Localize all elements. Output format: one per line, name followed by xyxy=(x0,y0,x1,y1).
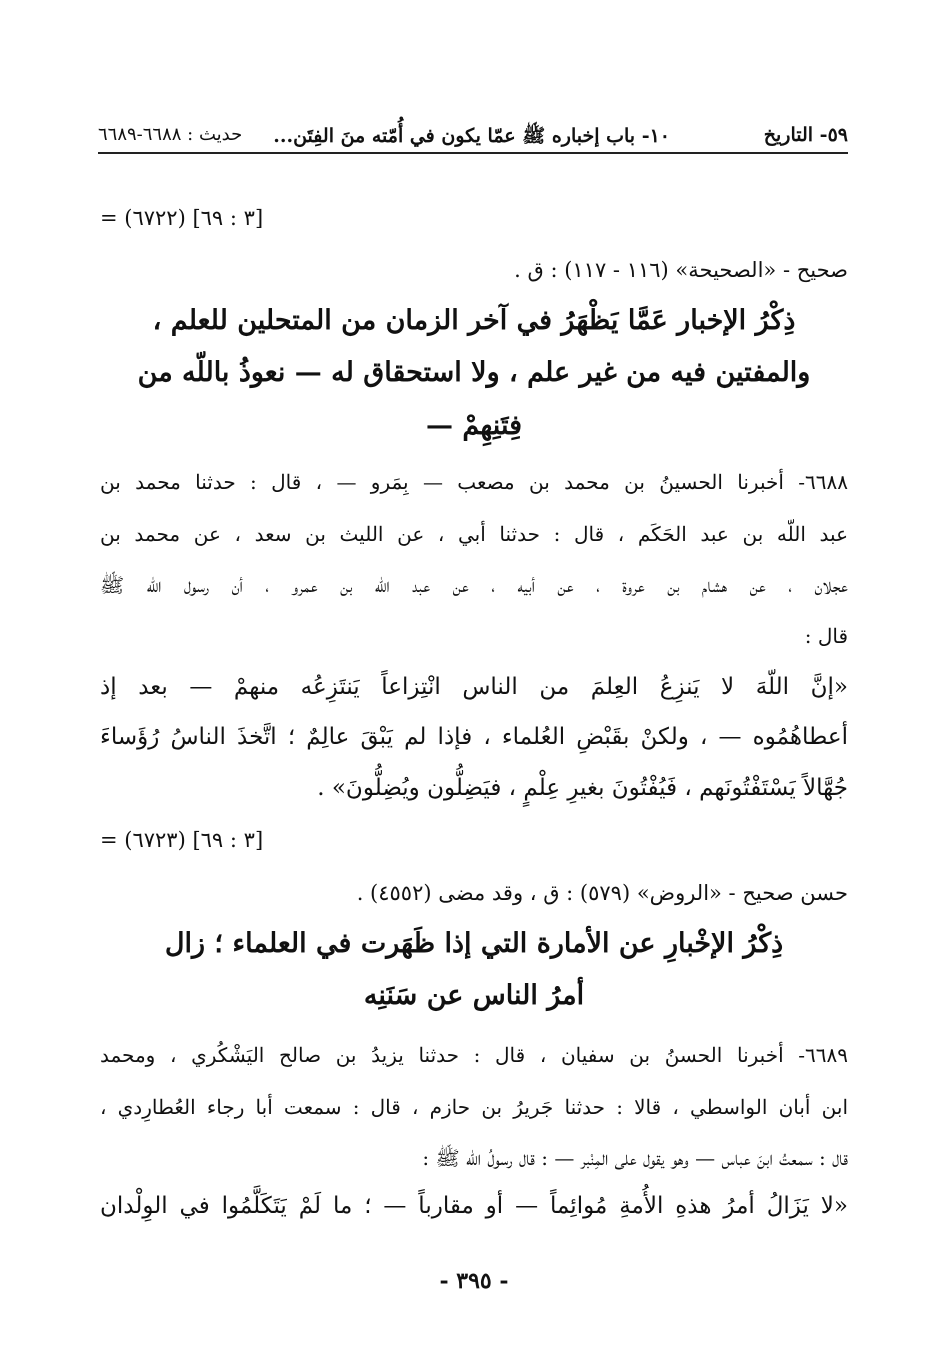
chapter-heading-1-line-2: والمفتين فيه من غير علم ، ولا استحقاق له — نعوذُ باللّه من xyxy=(137,357,811,388)
cross-reference-1: = (٦٧٢٢) [٣ : ٦٩] xyxy=(100,206,264,230)
cross-reference-2: = (٦٧٢٣) [٣ : ٦٩] xyxy=(100,828,264,852)
hadith-text-1-line-3: جُهَّالاً يَسْتَفْتُونَهم ، فَيُفْتُونَ بغيرِ عِلْمٍ ، فيَضِلُّون ويُضِلُّونَ» . xyxy=(317,775,848,801)
isnad-1-line-4: قال : xyxy=(804,624,848,648)
page-number: - ٣٩٥ - xyxy=(439,1268,509,1294)
header-chapter: ١٠- باب إخباره ﷺ عمّا يكون في أُمّته منَ الفِتَن... xyxy=(273,125,670,147)
grading-1: صحيح - «الصحيحة» (١١٦ - ١١٧) : ق . xyxy=(514,258,848,282)
grading-2: حسن صحيح - «الروض» (٥٧٩) : ق ، وقد مضى (٤٥٥٢) . xyxy=(356,881,848,905)
isnad-2-line-3: قال : سمعتُ ابنَ عباس — وهو يقول على المِنْبر — : قال رسولُ اللّه ﷺ : xyxy=(422,1146,848,1170)
isnad-2-line-2: ابن أبان الواسطي ، قالا : حدثنا جَريرُ بن حازم ، قال : سمعت أبا رجاء العُطارِدي ، xyxy=(100,1095,848,1119)
header-section: ٥٩- التاريخ xyxy=(763,124,848,146)
running-header xyxy=(98,118,848,154)
isnad-1-line-3: عجلان ، عن هشام بن عروة ، عن أبيه ، عن عبد اللّه بن عمرو ، أن رسول اللّه ﷺ xyxy=(100,573,848,597)
isnad-2-line-1: ٦٦٨٩- أخبرنا الحسنُ بن سفيان ، قال : حدثنا يزيدُ بن صالح اليَشْكُري ، ومحمد xyxy=(100,1043,848,1067)
hadith-text-2-line-1: «لا يَزَالُ أمرُ هذهِ الأُمةِ مُوائِماً — أو مقارباً — ؛ ما لَمْ يَتَكَلَّمُوا في الوِلْدان xyxy=(100,1193,848,1219)
chapter-heading-1-line-1: ذِكْرُ الإخبار عَمَّا يَظْهَرُ في آخر الزمان من المتحلين للعلم ، xyxy=(152,305,796,336)
isnad-1-line-1: ٦٦٨٨- أخبرنا الحسينُ بن محمد بن مصعب — بِمَرو — ، قال : حدثنا محمد بن xyxy=(100,470,848,494)
header-rule xyxy=(98,152,848,154)
hadith-text-1-line-2: أعطاهُمُوه — ، ولكنْ بقَبْضِ العُلماء ، فإذا لم يَبْقَ عالِمٌ ؛ اتَّخذَ الناسُ رُؤَساءَ xyxy=(100,724,848,750)
hadith-text-1-line-1: «إنَّ اللّهَ لا يَنزِعُ العِلمَ من الناس انْتِزاعاً يَنتَزِعُه منهمْ — بعد إذ xyxy=(100,674,848,700)
chapter-heading-1-line-3: فِتَنِهِمْ — xyxy=(425,410,523,441)
chapter-heading-2-line-2: أمرُ الناس عن سَنَنِه xyxy=(363,980,585,1011)
header-hadith-range: حديث : ٦٦٨٨-٦٦٨٩ xyxy=(98,124,243,145)
isnad-1-line-2: عبد اللّه بن عبد الحَكَم ، قال : حدثنا أبي ، عن الليث بن سعد ، عن محمد بن xyxy=(100,522,848,546)
chapter-heading-2-line-1: ذِكْرُ الإخْبارِ عن الأمارة التي إذا ظَهَرت في العلماء ؛ زال xyxy=(164,928,784,959)
